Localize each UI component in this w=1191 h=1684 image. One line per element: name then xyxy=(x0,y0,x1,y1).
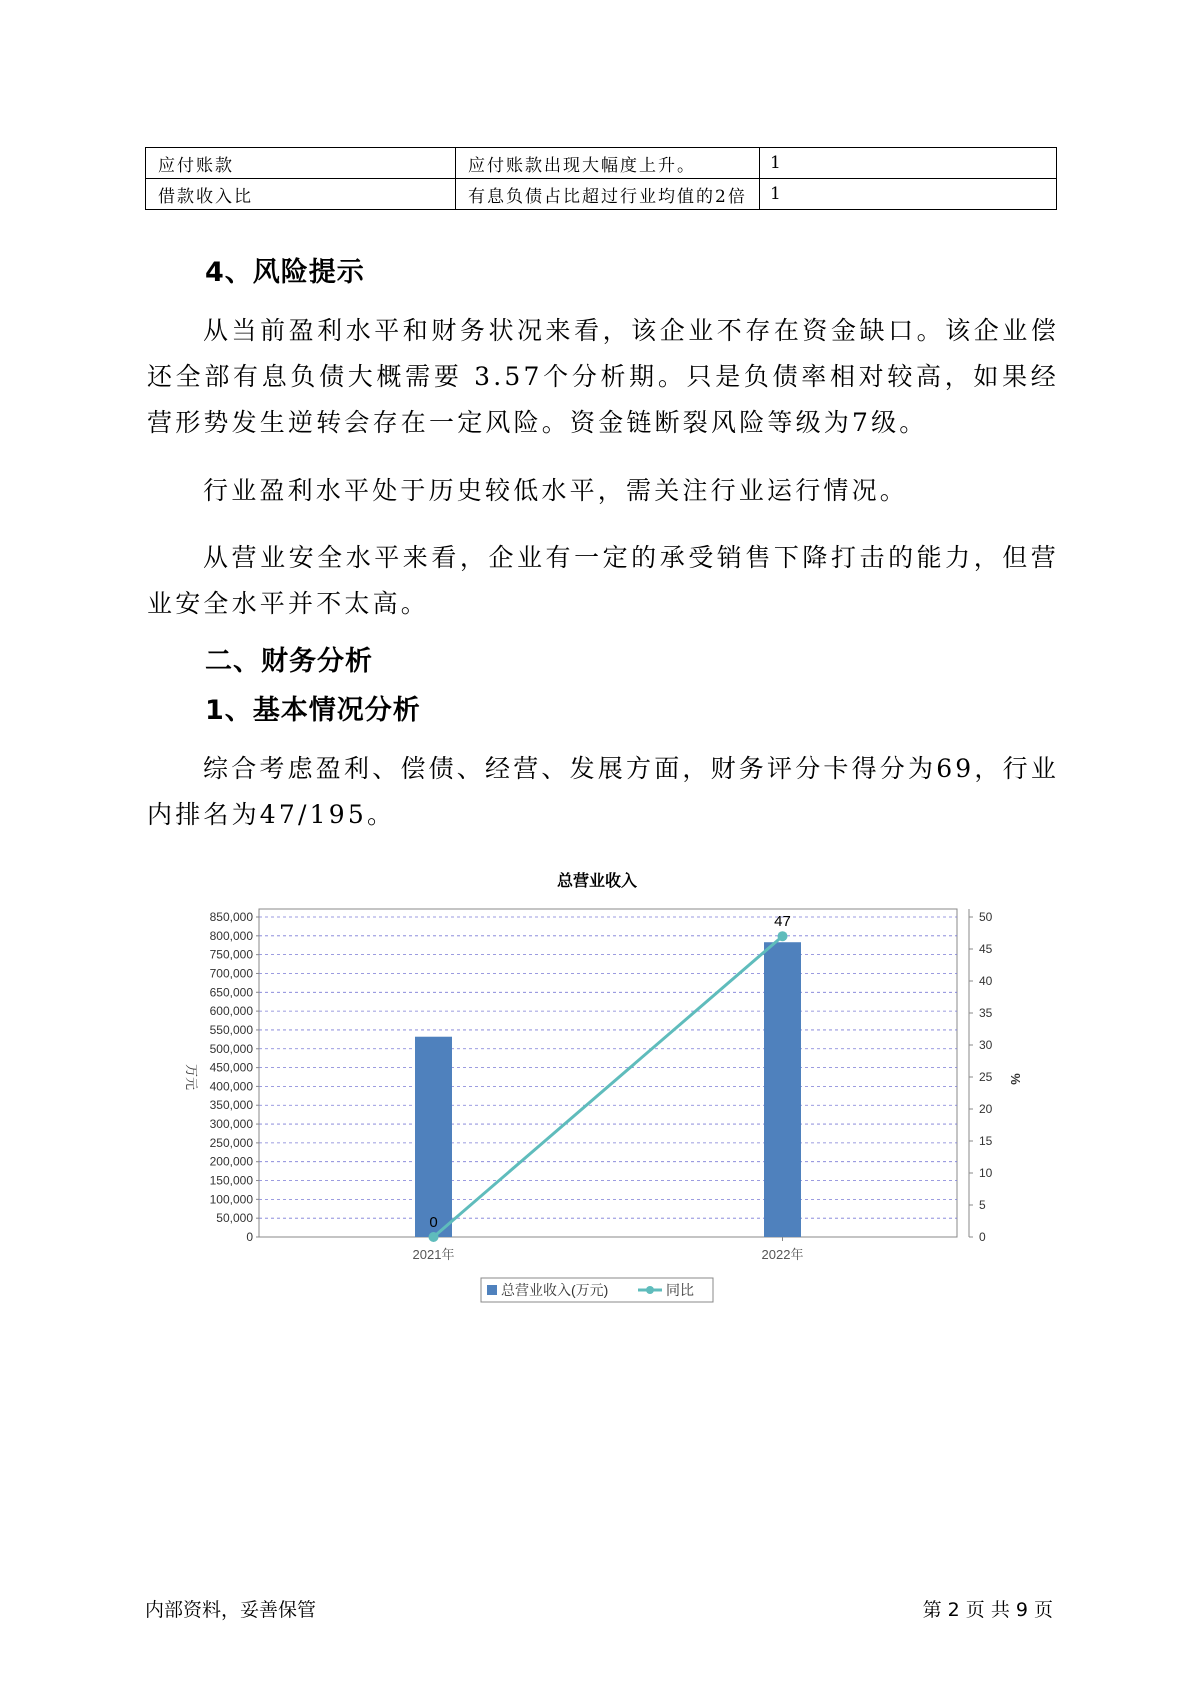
legend-swatch-point xyxy=(646,1286,654,1294)
bar xyxy=(415,1037,452,1237)
data-label: 0 xyxy=(429,1214,438,1231)
y-tick-label: 350,000 xyxy=(209,1098,253,1113)
paragraph: 综合考虑盈利、偿债、经营、发展方面，财务评分卡得分为69，行业内排名为47/195。 xyxy=(147,754,1060,829)
y-tick-label: 0 xyxy=(246,1230,253,1244)
y-tick-label: 850,000 xyxy=(209,910,253,924)
revenue-chart xyxy=(175,865,1035,1325)
bar xyxy=(764,942,801,1237)
y-tick-label: 500,000 xyxy=(209,1041,253,1056)
chart-title: 总营业收入 xyxy=(556,873,638,890)
y2-tick-label: 20 xyxy=(979,1102,993,1116)
paragraph: 从营业安全水平来看，企业有一定的承受销售下降打击的能力，但营业安全水平并不太高。 xyxy=(147,543,1059,618)
y-tick-label: 200,000 xyxy=(209,1154,253,1169)
x-tick-label: 2022年 xyxy=(761,1247,804,1262)
y-tick-label: 250,000 xyxy=(209,1135,253,1150)
x-tick-label: 2021年 xyxy=(412,1247,455,1262)
yoy-point xyxy=(429,1232,439,1242)
table-cell: 1 xyxy=(760,148,1057,179)
y2-tick-label: 30 xyxy=(979,1038,993,1052)
y2-tick-label: 15 xyxy=(979,1134,993,1148)
y2-tick-label: 25 xyxy=(979,1070,993,1084)
y-tick-label: 150,000 xyxy=(209,1173,253,1188)
y2-tick-label: 0 xyxy=(979,1230,986,1244)
footer-page-number: 第 2 页 共 9 页 xyxy=(922,1599,1053,1621)
y-tick-label: 50,000 xyxy=(216,1211,253,1226)
y2-tick-label: 35 xyxy=(979,1006,993,1020)
y2-tick-label: 50 xyxy=(979,910,993,924)
y-tick-label: 450,000 xyxy=(209,1060,253,1075)
y-tick-label: 600,000 xyxy=(209,1004,253,1019)
y-tick-label: 650,000 xyxy=(209,985,253,1000)
legend-swatch-bar xyxy=(487,1285,497,1295)
y-tick-label: 700,000 xyxy=(209,966,253,981)
y-axis-label: 万元 xyxy=(184,1063,199,1091)
yoy-point xyxy=(778,931,788,941)
legend-label: 总营业收入(万元) xyxy=(501,1282,609,1298)
section-heading-risk: 4、风险提示 xyxy=(205,257,365,288)
table-row xyxy=(146,148,1057,179)
table-cell: 有息负债占比超过行业均值的2倍 xyxy=(456,179,760,210)
table-cell: 应付账款 xyxy=(146,148,456,179)
table-cell: 应付账款出现大幅度上升。 xyxy=(456,148,760,179)
legend-label: 同比 xyxy=(666,1282,694,1298)
y-tick-label: 400,000 xyxy=(209,1079,253,1094)
table-cell: 借款收入比 xyxy=(146,179,456,210)
y2-tick-label: 10 xyxy=(979,1166,993,1180)
y-tick-label: 750,000 xyxy=(209,947,253,962)
y-tick-label: 550,000 xyxy=(209,1022,253,1037)
subsection-heading: 1、基本情况分析 xyxy=(205,695,421,726)
y2-tick-label: 40 xyxy=(979,974,993,988)
paragraph: 行业盈利水平处于历史较低水平，需关注行业运行情况。 xyxy=(203,476,909,505)
y2-tick-label: 45 xyxy=(979,942,993,956)
y-tick-label: 100,000 xyxy=(209,1192,253,1207)
section-heading-finance: 二、财务分析 xyxy=(205,646,373,677)
y2-axis-label: % xyxy=(1008,1073,1023,1085)
y-tick-label: 800,000 xyxy=(209,928,253,943)
paragraph: 从当前盈利水平和财务状况来看，该企业不存在资金缺口。该企业偿还全部有息负债大概需要 3.57个分析期。只是负债率相对较高，如果经营形势发生逆转会存在一定风险。资金链断裂风险等级为7级。 xyxy=(147,316,1059,437)
plot-area xyxy=(259,909,957,1237)
footer-left: 内部资料，妥善保管 xyxy=(145,1599,317,1621)
y-tick-label: 300,000 xyxy=(209,1117,253,1132)
table-row xyxy=(146,179,1057,210)
table-cell: 1 xyxy=(760,179,1057,210)
risk-indicator-table xyxy=(145,147,1057,210)
y2-tick-label: 5 xyxy=(979,1198,986,1212)
data-label: 47 xyxy=(774,913,791,931)
